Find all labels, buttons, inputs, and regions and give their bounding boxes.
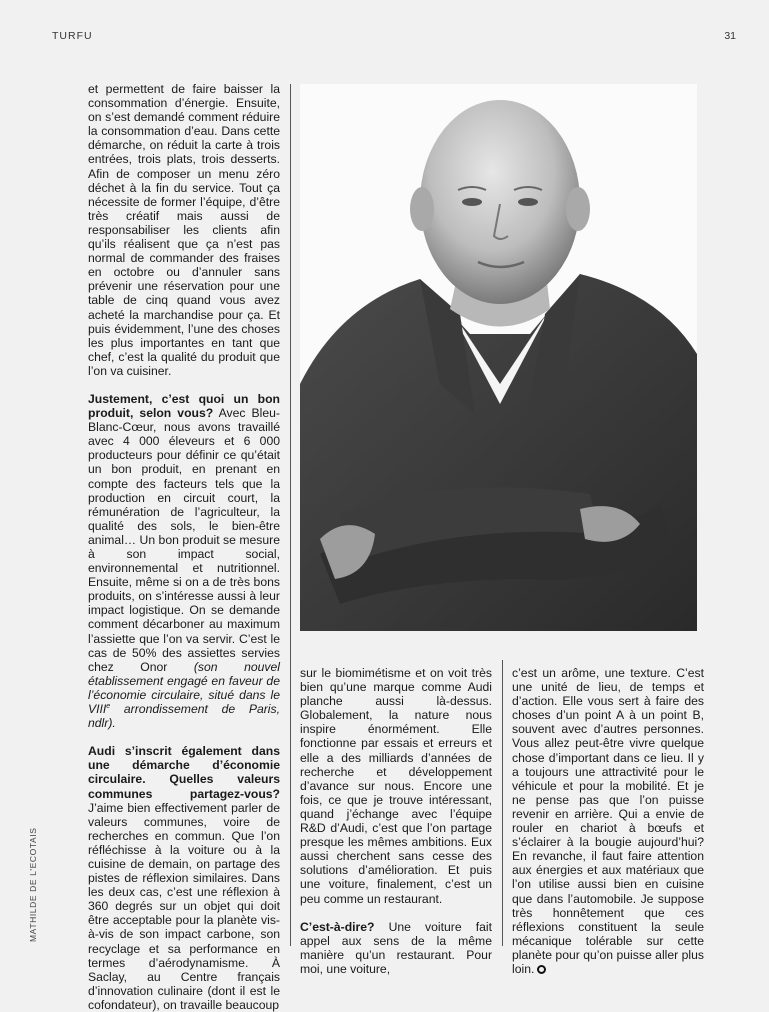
paragraph bbox=[300, 920, 492, 976]
editor-note: (son nouvel établissement engagé en faveur de l’économie circulaire, situé dans le VIIIe arrondissement de Paris, ndlr). bbox=[88, 659, 280, 731]
interview-answer: Avec Bleu-Blanc-Cœur, nous avons travaillé avec 4 000 éleveurs et 6 000 producteurs pour définir ce qu’était un bon produit, en prenant en compte des facteurs tels que la production en circuit court, la rémunération de l’agriculteur, la qualité des sols, le bien-être animal… Un bon produit se mesure à son impact social, environnemental et nutritionnel. Ensuite, même si on a de très bons produits, on s’intéresse aussi à leur impact logistique. On se demande comment décarboner au maximum l’assiette que l’on va servir. C’est le cas de 50% des assiettes servies chez Onor bbox=[88, 406, 280, 674]
end-of-article-icon bbox=[537, 965, 546, 974]
column-divider bbox=[502, 660, 503, 946]
paragraph-text: sur le biomimétisme et on voit très bien qu’une marque comme Audi planche aussi là-dessus. Globalement, la nature nous inspire énormément. Elle fonctionne par essais et erreurs et elle a des milliards d’années de recherche et développement d’avance sur nous. Encore une fois, ce que je trouve intéressant, quand j’échange avec l’équipe R&D d’Audi, c’est que l’on partage presque les mêmes ambitions. Eux aussi cherchent sans cesse des solutions d’amélioration. Et puis une voiture, finalement, c’est un peu comme un restaurant. bbox=[300, 666, 492, 906]
interview-answer: Une voiture fait appel aux sens de la même manière qu’un restaurant. Pour moi, une voiture, bbox=[300, 919, 492, 976]
paragraph bbox=[88, 744, 280, 1012]
paragraph bbox=[512, 666, 704, 976]
page-number: 31 bbox=[724, 30, 736, 42]
interview-answer: J’aime bien effectivement parler de valeurs communes, voire de recherches en commun. Que l’on réfléchisse à la voiture ou à la cuisine de demain, on partage des pistes de réflexion similaires. Dans les deux cas, c’est une réflexion à 360 degrés sur un objet qui doit être acceptable pour la planète vis-à-vis de son impact carbone, son recyclage et sa performance en termes d’aérodynamisme. À Saclay, au Centre français d’innovation culinaire (dont il est le cofondateur), on travaille beaucoup bbox=[88, 800, 280, 1012]
text-column-1 bbox=[88, 82, 280, 1012]
paragraph-text: et permettent de faire baisser la consommation d’énergie. Ensuite, on s’est demandé comment réduire la consommation d’eau. Dans cette démarche, on réduit la carte à trois entrées, trois plats, trois desserts. Afin de composer un menu zéro déchet à la fin du service. Tout ça nécessite de former l’équipe, d’être très créatif mais aussi de responsabiliser les clients afin qu’ils réalisent que ça n’est pas normal de commander des fraises en octobre ou d’annuler sans prévenir une réservation pour une table de cinq quand vous avez acheté la marchandise pour ça. Et puis évidemment, l’une des choses les plus importantes en tant que chef, c’est la qualité du produit que l’on va cuisiner. bbox=[88, 82, 280, 378]
text-column-3 bbox=[512, 666, 704, 976]
interview-question: Audi s’inscrit également dans une démarche d’économie circulaire. Quelles valeurs communes partagez-vous? bbox=[88, 744, 280, 801]
portrait-illustration bbox=[300, 84, 697, 631]
photo-credit: MATHILDE DE L'ECOTAIS bbox=[28, 827, 38, 942]
text-column-2 bbox=[300, 666, 492, 976]
portrait-photo bbox=[300, 84, 697, 631]
section-label: TURFU bbox=[52, 30, 93, 42]
interview-question: Justement, c’est quoi un bon produit, selon vous? bbox=[88, 391, 280, 421]
interview-question: C’est-à-dire? bbox=[300, 919, 375, 934]
paragraph bbox=[300, 666, 492, 906]
column-divider bbox=[290, 84, 291, 946]
paragraph-text: c’est un arôme, une texture. C’est une unité de lieu, de temps et d’action. Elle vous sert à faire des choses d’un point A à un point B, souvent avec d’autres personnes. Vous allez peut-être vivre quelque chose d’important dans ce lieu. Il y a toujours une attractivité pour le véhicule et pour la mobilité. Et je ne pense pas que l’on puisse revenir en arrière. Qui a envie de rouler en chariot à bœufs et s’éclairer à la bougie aujourd’hui? En revanche, il faut faire attention aux énergies et aux matériaux que l’on utilise aussi bien en cuisine que dans l’automobile. Je suppose très honnêtement que ces réflexions constituent la seule mécanique tolérable sur cette planète pour qu’on puisse aller plus loin. bbox=[512, 666, 704, 976]
paragraph bbox=[88, 392, 280, 730]
paragraph bbox=[88, 82, 280, 378]
